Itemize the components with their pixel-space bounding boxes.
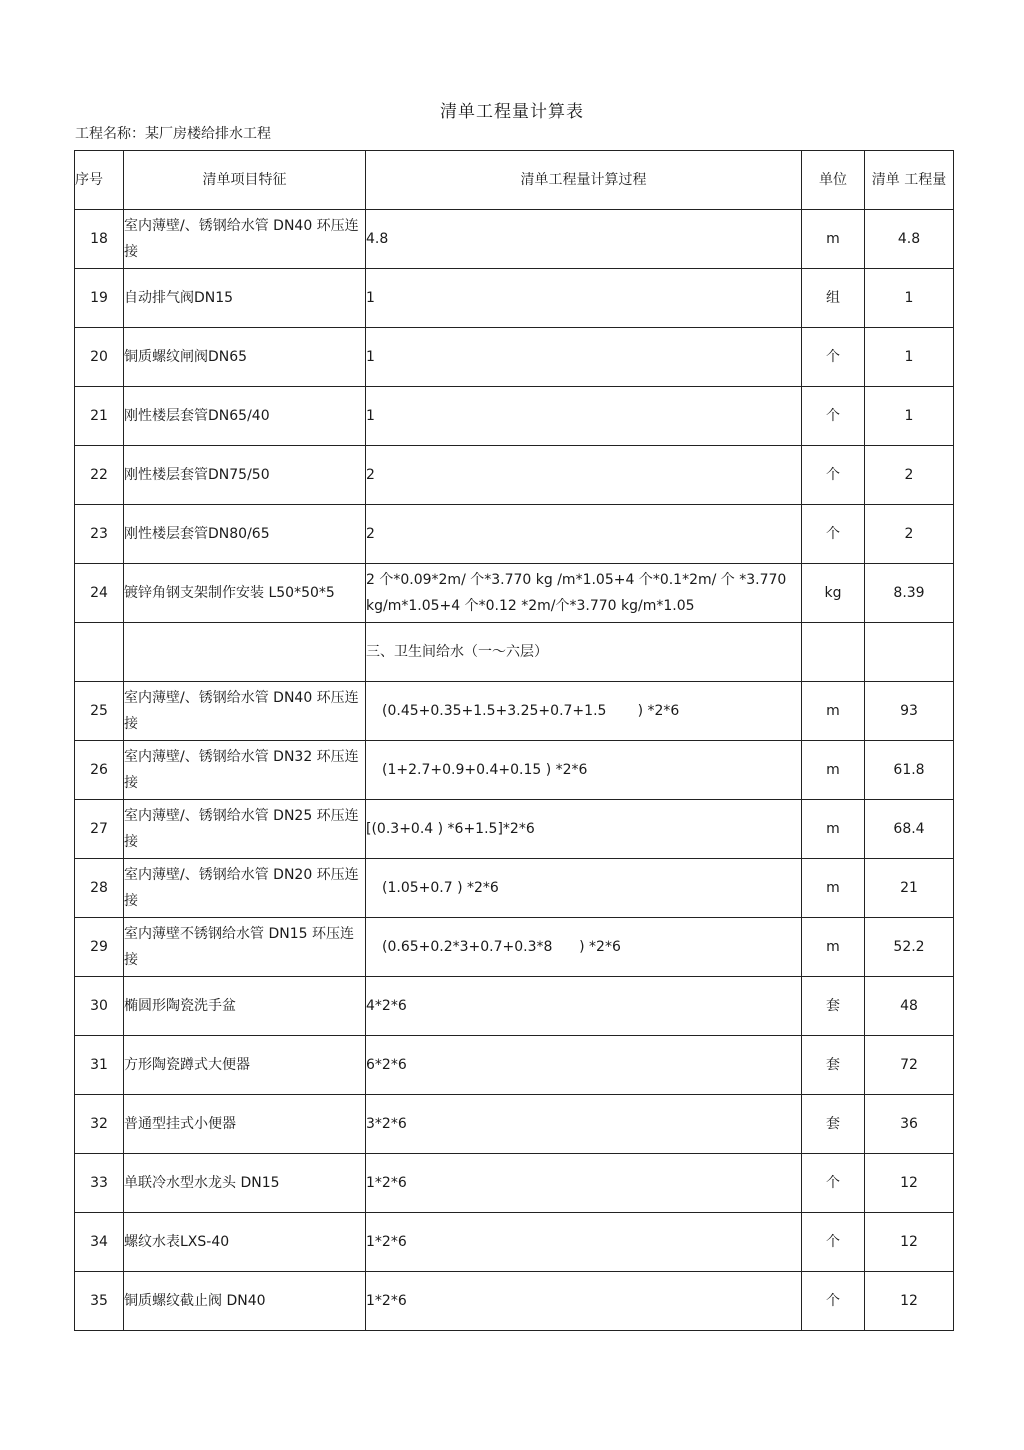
cell-item: 刚性楼层套管DN65/40	[124, 387, 366, 446]
cell-seq: 22	[75, 446, 124, 505]
table-row	[75, 859, 954, 918]
table-row	[75, 505, 954, 564]
table-row	[75, 1272, 954, 1331]
cell-qty: 12	[865, 1154, 954, 1213]
cell-process: (0.45+0.35+1.5+3.25+0.7+1.5 ) *2*6	[366, 682, 802, 741]
cell-qty: 8.39	[865, 564, 954, 623]
cell-item: 铜质螺纹闸阀DN65	[124, 328, 366, 387]
cell-unit	[802, 623, 865, 682]
cell-unit: m	[802, 741, 865, 800]
cell-seq: 32	[75, 1095, 124, 1154]
cell-item: 室内薄壁不锈钢给水管 DN15 环压连接	[124, 918, 366, 977]
cell-seq: 34	[75, 1213, 124, 1272]
cell-unit: m	[802, 682, 865, 741]
cell-unit: m	[802, 918, 865, 977]
cell-item: 刚性楼层套管DN80/65	[124, 505, 366, 564]
cell-unit: 套	[802, 1095, 865, 1154]
cell-qty: 1	[865, 269, 954, 328]
cell-process: 2	[366, 505, 802, 564]
cell-qty: 1	[865, 328, 954, 387]
cell-qty	[865, 623, 954, 682]
cell-item: 镀锌角钢支架制作安装 L50*50*5	[124, 564, 366, 623]
cell-item: 室内薄壁/、锈钢给水管 DN25 环压连接	[124, 800, 366, 859]
cell-item: 椭圆形陶瓷洗手盆	[124, 977, 366, 1036]
cell-unit: 个	[802, 387, 865, 446]
cell-process: 4*2*6	[366, 977, 802, 1036]
page-title: 清单工程量计算表	[440, 102, 584, 122]
cell-seq: 29	[75, 918, 124, 977]
table-row	[75, 387, 954, 446]
cell-seq: 23	[75, 505, 124, 564]
cell-process: [(0.3+0.4 ) *6+1.5]*2*6	[366, 800, 802, 859]
cell-qty: 93	[865, 682, 954, 741]
cell-process: (1.05+0.7 ) *2*6	[366, 859, 802, 918]
cell-qty: 2	[865, 505, 954, 564]
cell-unit: m	[802, 800, 865, 859]
table-row	[75, 977, 954, 1036]
cell-seq: 20	[75, 328, 124, 387]
cell-item: 室内薄壁/、锈钢给水管 DN20 环压连接	[124, 859, 366, 918]
cell-unit: 个	[802, 1272, 865, 1331]
project-name: 工程名称：某厂房楼给排水工程	[75, 126, 271, 142]
cell-unit: 套	[802, 1036, 865, 1095]
table-row	[75, 1213, 954, 1272]
cell-qty: 52.2	[865, 918, 954, 977]
cell-process: 1*2*6	[366, 1154, 802, 1213]
calculation-table	[74, 150, 954, 1331]
cell-unit: 个	[802, 1154, 865, 1213]
cell-process: 1	[366, 328, 802, 387]
cell-item: 室内薄壁/、锈钢给水管 DN40 环压连接	[124, 210, 366, 269]
table-row	[75, 918, 954, 977]
cell-process: 1*2*6	[366, 1272, 802, 1331]
cell-seq: 21	[75, 387, 124, 446]
cell-item: 自动排气阀DN15	[124, 269, 366, 328]
cell-qty: 68.4	[865, 800, 954, 859]
table-row	[75, 210, 954, 269]
cell-qty: 4.8	[865, 210, 954, 269]
cell-item	[124, 623, 366, 682]
cell-unit: 套	[802, 977, 865, 1036]
table-row	[75, 446, 954, 505]
table-header-row	[75, 151, 954, 210]
cell-process: 1*2*6	[366, 1213, 802, 1272]
cell-unit: m	[802, 210, 865, 269]
cell-unit: 个	[802, 505, 865, 564]
table-row	[75, 269, 954, 328]
cell-qty: 48	[865, 977, 954, 1036]
cell-process: 6*2*6	[366, 1036, 802, 1095]
table-row	[75, 741, 954, 800]
cell-seq: 25	[75, 682, 124, 741]
cell-item: 室内薄壁/、锈钢给水管 DN40 环压连接	[124, 682, 366, 741]
cell-item: 单联冷水型水龙头 DN15	[124, 1154, 366, 1213]
cell-process: 4.8	[366, 210, 802, 269]
cell-process: (1+2.7+0.9+0.4+0.15 ) *2*6	[366, 741, 802, 800]
table-body	[75, 210, 954, 1331]
cell-qty: 72	[865, 1036, 954, 1095]
cell-qty: 36	[865, 1095, 954, 1154]
cell-unit: m	[802, 859, 865, 918]
cell-qty: 1	[865, 387, 954, 446]
section-row	[75, 623, 954, 682]
cell-process: 1	[366, 269, 802, 328]
cell-unit: 个	[802, 328, 865, 387]
table-row	[75, 682, 954, 741]
table-row	[75, 800, 954, 859]
header-process: 清单工程量计算过程	[366, 151, 802, 210]
table-row	[75, 1036, 954, 1095]
table-row	[75, 1095, 954, 1154]
cell-seq: 19	[75, 269, 124, 328]
cell-process: 1	[366, 387, 802, 446]
header-qty: 清单 工程量	[865, 151, 954, 210]
cell-process: 2 个*0.09*2m/ 个*3.770 kg /m*1.05+4 个*0.1*2m/ 个 *3.770 kg/m*1.05+4 个*0.12 *2m/个*3.770 kg/m*1.05	[366, 564, 802, 623]
cell-process: 3*2*6	[366, 1095, 802, 1154]
cell-item: 铜质螺纹截止阀 DN40	[124, 1272, 366, 1331]
header-item: 清单项目特征	[124, 151, 366, 210]
cell-qty: 21	[865, 859, 954, 918]
cell-seq: 18	[75, 210, 124, 269]
cell-item: 方形陶瓷蹲式大便器	[124, 1036, 366, 1095]
cell-seq: 27	[75, 800, 124, 859]
cell-qty: 12	[865, 1213, 954, 1272]
table-row	[75, 1154, 954, 1213]
header-unit: 单位	[802, 151, 865, 210]
cell-seq: 33	[75, 1154, 124, 1213]
table-row	[75, 328, 954, 387]
cell-item: 刚性楼层套管DN75/50	[124, 446, 366, 505]
cell-process: 2	[366, 446, 802, 505]
cell-seq	[75, 623, 124, 682]
cell-item: 普通型挂式小便器	[124, 1095, 366, 1154]
cell-seq: 28	[75, 859, 124, 918]
cell-seq: 30	[75, 977, 124, 1036]
cell-qty: 61.8	[865, 741, 954, 800]
cell-seq: 26	[75, 741, 124, 800]
cell-seq: 31	[75, 1036, 124, 1095]
cell-unit: 个	[802, 446, 865, 505]
cell-unit: 个	[802, 1213, 865, 1272]
cell-qty: 12	[865, 1272, 954, 1331]
cell-seq: 24	[75, 564, 124, 623]
cell-item: 室内薄壁/、锈钢给水管 DN32 环压连接	[124, 741, 366, 800]
cell-process: (0.65+0.2*3+0.7+0.3*8 ) *2*6	[366, 918, 802, 977]
table-row	[75, 564, 954, 623]
cell-unit: kg	[802, 564, 865, 623]
cell-qty: 2	[865, 446, 954, 505]
header-seq: 序号	[75, 151, 124, 210]
cell-item: 螺纹水表LXS-40	[124, 1213, 366, 1272]
section-title: 三、卫生间给水（一～六层）	[366, 623, 802, 682]
cell-seq: 35	[75, 1272, 124, 1331]
cell-unit: 组	[802, 269, 865, 328]
